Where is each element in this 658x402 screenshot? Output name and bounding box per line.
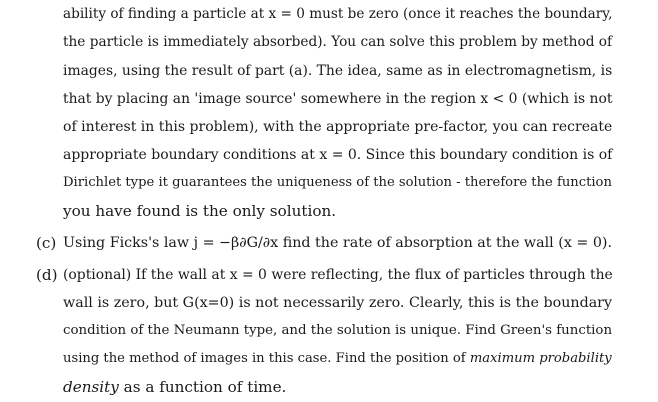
text-line: [63, 350, 612, 368]
text-line: [63, 378, 286, 396]
text-span: using the method of images in this case. Find the position of: [63, 351, 470, 366]
item-label-c: (c): [36, 234, 57, 252]
text-line: condition of the Neumann type, and the solution is unique. Find Green's function: [63, 323, 613, 338]
text-line: wall is zero, but G(x=0) is not necessarily zero. Clearly, this is the boundary: [63, 295, 613, 311]
text-line: you have found is the only solution.: [63, 202, 337, 220]
text-line: (optional) If the wall at x = 0 were reflecting, the flux of particles through the: [63, 267, 613, 283]
text-line: Dirichlet type it guarantees the uniqueness of the solution - therefore the function: [63, 175, 612, 190]
text-line: Using Ficks's law j = −β∂G/∂x find the rate of absorption at the wall (x = 0).: [63, 235, 613, 251]
emphasized-text: density: [63, 378, 119, 396]
emphasized-text: maximum probability: [469, 351, 612, 366]
text-line: images, using the result of part (a). The idea, same as in electromagnetism, is: [63, 63, 613, 79]
text-line: the particle is immediately absorbed). You can solve this problem by method of: [63, 34, 613, 50]
item-label-d: (d): [36, 266, 58, 284]
text-span: as a function of time.: [118, 378, 287, 396]
text-line: ability of finding a particle at x = 0 must be zero (once it reaches the boundary,: [63, 6, 613, 22]
text-line: of interest in this problem), with the appropriate pre-factor, you can recreate: [63, 119, 613, 135]
text-line: that by placing an 'image source' somewhere in the region x < 0 (which is not: [63, 91, 613, 107]
text-line: appropriate boundary conditions at x = 0. Since this boundary condition is of: [63, 147, 613, 163]
